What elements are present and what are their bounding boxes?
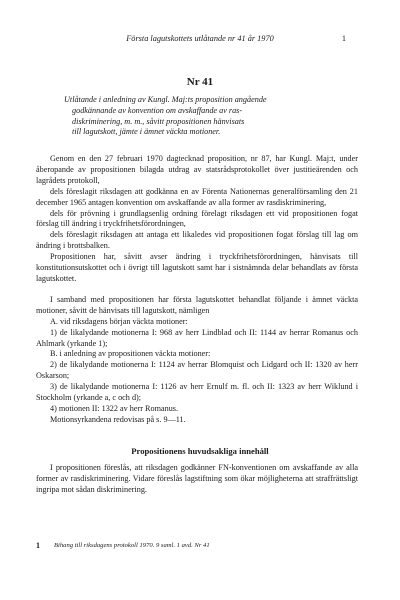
paragraph: I propositionen föreslås, att riksdagen godkänner FN-konventionen om avskaffande av alla former av rasdiskriminering. Vidare föreslås lagstiftning som ökar möjligheterna att straffrättsligt ingripa mot sådan diskriminering. — [36, 463, 358, 494]
motion-item: 1) de likalydande motionerna I: 968 av herr Lindblad och II: 1144 av herrar Romanus och Ahlmark (yrkande 1); — [36, 327, 358, 348]
intro-line: till lagutskott, jämte i ämnet väckta motioner. — [72, 127, 221, 137]
document-number: Nr 41 — [186, 76, 214, 88]
footer-number: 1 — [36, 541, 40, 550]
section-heading: Propositionens huvudsakliga innehåll — [131, 446, 269, 456]
motions-intro: I samband med propositionen har första lagutskottet behandlat följande i ämnet väckta motioner, såvitt de hänvisats till lagutskott, nämligen — [36, 294, 358, 315]
motion-item: 3) de likalydande motionerna I: 1126 av herr Ernulf m. fl. och II: 1323 av herr Wiklund i Stockholm (yrkande a, c och d); — [36, 382, 358, 403]
paragraph: dels föreslagit riksdagen att godkänna en av Förenta Nationernas generalförsamling den 21 december 1965 antagen konvention om avskaffande av alla former av rasdiskriminering, — [36, 186, 358, 207]
body-text — [36, 154, 358, 426]
running-header — [0, 33, 400, 45]
intro-line: diskriminering, m. m., såvitt propositionen hänvisats — [72, 116, 245, 126]
page-footer — [36, 540, 358, 552]
paragraph: Propositionen har, såvitt avser ändring i tryckfrihetsförordningen, hänvisats till konstitutionsutskottet och i övrigt till lagutskott samt har i sistnämnda delar behandlats av första lagutskottet. — [36, 252, 358, 283]
paragraph: dels för prövning i grundlagsenlig ordning förelagt riksdagen ett vid propositionen fogat förslag till ändring i tryckfrihetsförordningen, — [36, 208, 358, 229]
motion-item: 4) motionen II: 1322 av herr Romanus. — [50, 403, 179, 413]
intro-line: Utlåtande i anledning av Kungl. Maj:ts proposition angående — [64, 95, 267, 104]
motions-a-heading: A. vid riksdagens början väckta motioner: — [50, 316, 188, 326]
intro-line: godkännande av konvention om avskaffande av ras- — [72, 105, 243, 115]
motion-item: 2) de likalydande motionerna I: 1124 av herrar Blomquist och Lidgard och II: 1320 av herr Oskarson; — [36, 360, 358, 381]
intro-title — [64, 95, 354, 138]
paragraph: Genom en den 27 februari 1970 dagtecknad proposition, nr 87, har Kungl. Maj:t, under åberopande av propositionen bilagda utdrag av statsrådsprotokollet över justitieärenden och lagrådets protokoll, — [36, 154, 358, 185]
running-title: Första lagutskottets utlåtande nr 41 år 1970 — [126, 34, 274, 43]
paragraph: dels föreslagit riksdagen att antaga ett likaledes vid propositionen fogat förslag till lag om ändring i brottsbalken. — [36, 230, 358, 251]
page-number: 1 — [341, 34, 346, 43]
motions-note: Motionsyrkandena redovisas på s. 9—11. — [50, 414, 186, 424]
footer-note: Bihang till riksdagens protokoll 1970. 9 saml. 1 avd. Nr 41 — [54, 542, 210, 549]
section-body — [36, 463, 358, 496]
motions-b-heading: B. i anledning av propositionen väckta motioner: — [50, 349, 211, 359]
